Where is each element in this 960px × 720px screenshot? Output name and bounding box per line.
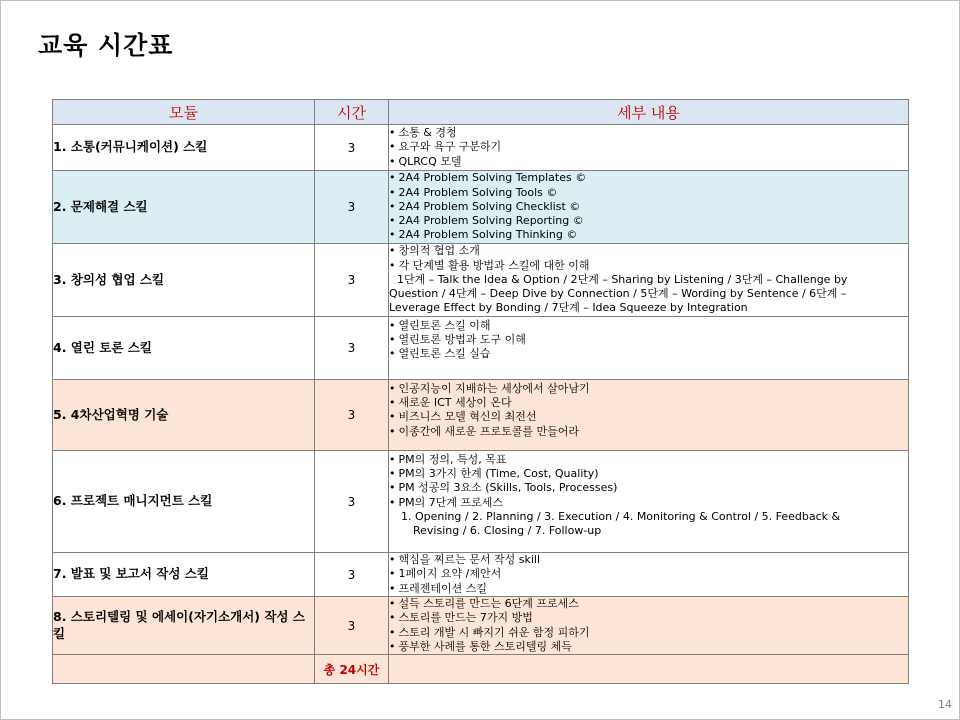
detail-item: • 1페이지 요약 /제안서 [389, 567, 908, 581]
module-cell: 5. 4차산업혁명 기술 [53, 380, 315, 451]
detail-item: • 스토리를 만드는 7가지 방법 [389, 611, 908, 625]
page-number: 14 [938, 698, 952, 711]
detail-cell [389, 125, 909, 171]
table-row [53, 380, 909, 451]
page-title: 교육 시간표 [38, 31, 174, 60]
module-cell: 8. 스토리텔링 및 에세이(자기소개서) 작성 스킬 [53, 597, 315, 655]
detail-item: • 열린토론 방법과 도구 이해 [389, 333, 908, 347]
detail-cell [389, 380, 909, 451]
detail-item: • 새로운 ICT 세상이 온다 [389, 396, 908, 410]
detail-cell [389, 244, 909, 317]
table-row [53, 125, 909, 171]
detail-cell [389, 597, 909, 655]
detail-item: • PM의 3가지 한계 (Time, Cost, Quality) [389, 467, 908, 481]
schedule-table [52, 99, 909, 684]
detail-cell [389, 451, 909, 553]
detail-item: • 2A4 Problem Solving Thinking © [389, 228, 908, 242]
hours-cell: 3 [315, 597, 389, 655]
detail-item: • 스토리 개발 시 빠지기 쉬운 함정 피하기 [389, 626, 908, 640]
total-hours-label: 총 24시간 [315, 655, 389, 684]
module-cell: 4. 열린 토론 스킬 [53, 317, 315, 380]
module-cell: 3. 창의성 협업 스킬 [53, 244, 315, 317]
module-cell: 2. 문제해결 스킬 [53, 171, 315, 244]
header-detail: 세부 내용 [389, 100, 909, 125]
table-row [53, 171, 909, 244]
detail-subtext: 1단계 – Talk the Idea & Option / 2단계 – Sharing by Listening / 3단계 – Challenge by [397, 272, 848, 286]
total-row [53, 655, 909, 684]
table-row [53, 244, 909, 317]
detail-item: • 풍부한 사례를 통한 스토리텔링 체득 [389, 640, 908, 654]
total-empty-cell [53, 655, 315, 684]
hours-cell: 3 [315, 380, 389, 451]
detail-item: • 창의적 협업 소개 [389, 244, 908, 258]
detail-item: • 2A4 Problem Solving Reporting © [389, 214, 908, 228]
detail-item: • PM 성공의 3요소 (Skills, Tools, Processes) [389, 481, 908, 495]
detail-item: • 2A4 Problem Solving Templates © [389, 171, 908, 185]
detail-subtext: Revising / 6. Closing / 7. Follow-up [413, 524, 602, 538]
detail-item: • 인공지능이 지배하는 세상에서 살아남기 [389, 382, 908, 396]
detail-item: • QLRCQ 모델 [389, 155, 908, 169]
hours-cell: 3 [315, 171, 389, 244]
detail-item: • 요구와 욕구 구분하기 [389, 140, 908, 154]
table-row [53, 553, 909, 597]
detail-item: • 설득 스토리를 만드는 6단계 프로세스 [389, 597, 908, 611]
detail-item: • PM의 정의, 특성, 목표 [389, 453, 908, 467]
detail-item: • 2A4 Problem Solving Tools © [389, 186, 908, 200]
module-cell: 7. 발표 및 보고서 작성 스킬 [53, 553, 315, 597]
detail-item: • 열린토론 스킬 이해 [389, 319, 908, 333]
hours-cell: 3 [315, 553, 389, 597]
detail-subtext: Question / 4단계 – Deep Dive by Connection / 5단계 – Wording by Sentence / 6단계 – [389, 287, 847, 301]
hours-cell: 3 [315, 451, 389, 553]
total-empty-cell [389, 655, 909, 684]
table-row [53, 451, 909, 553]
hours-cell: 3 [315, 244, 389, 317]
detail-cell [389, 317, 909, 380]
module-cell: 6. 프로젝트 매니지먼트 스킬 [53, 451, 315, 553]
hours-cell: 3 [315, 317, 389, 380]
detail-subtext: 1. Opening / 2. Planning / 3. Execution / 4. Monitoring & Control / 5. Feedback & [401, 509, 841, 523]
detail-subtext: Leverage Effect by Bonding / 7단계 – Idea Squeeze by Integration [389, 301, 748, 315]
detail-item: • 이종간에 새로운 프로토콜를 만들어라 [389, 425, 908, 439]
detail-cell [389, 553, 909, 597]
hours-cell: 3 [315, 125, 389, 171]
detail-item: • 2A4 Problem Solving Checklist © [389, 200, 908, 214]
header-module: 모듈 [53, 100, 315, 125]
detail-item: • 프레젠테이션 스킬 [389, 582, 908, 596]
table-row [53, 317, 909, 380]
module-cell: 1. 소통(커뮤니케이션) 스킬 [53, 125, 315, 171]
detail-cell [389, 171, 909, 244]
table-header-row [53, 100, 909, 125]
detail-item: • 열린토론 스킬 실습 [389, 347, 908, 361]
detail-item: • PM의 7단계 프로세스 [389, 496, 908, 510]
table-row [53, 597, 909, 655]
detail-item: • 핵심을 찌르는 문서 작성 skill [389, 553, 908, 567]
header-hours: 시간 [315, 100, 389, 125]
detail-item: • 소통 & 경청 [389, 126, 908, 140]
detail-item: • 비즈니스 모델 혁신의 최전선 [389, 410, 908, 424]
detail-item: • 각 단계별 활용 방법과 스킬에 대한 이해 [389, 259, 908, 273]
